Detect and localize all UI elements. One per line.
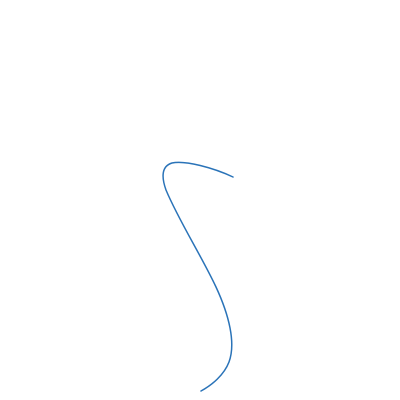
- drawn-stroke: [163, 162, 233, 391]
